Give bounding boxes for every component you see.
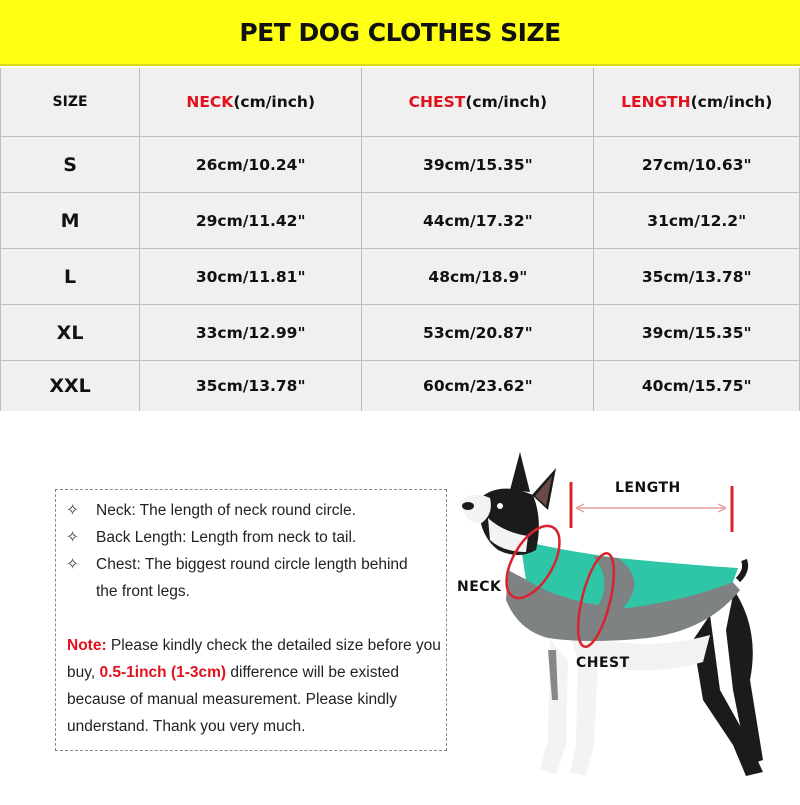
header-length-unit: (cm/inch): [690, 93, 773, 111]
chest-label: CHEST: [576, 655, 630, 671]
size-cell: XL: [1, 305, 140, 361]
chest-cell: 53cm/20.87": [362, 305, 594, 361]
length-cell: 35cm/13.78": [594, 249, 800, 305]
neck-label: NECK: [457, 579, 502, 595]
size-cell: L: [1, 249, 140, 305]
neck-cell: 26cm/10.24": [140, 137, 362, 193]
length-cell: 39cm/15.35": [594, 305, 800, 361]
note-text-1: Please kindly check the detailed size before you buy,: [67, 637, 441, 681]
size-table: [0, 68, 800, 411]
bullet-chest-continued: [96, 578, 190, 605]
header-chest: [362, 68, 594, 137]
size-cell: XXL: [1, 361, 140, 412]
chest-cell: 60cm/23.62": [362, 361, 594, 412]
table-row: [1, 193, 800, 249]
size-cell: S: [1, 137, 140, 193]
note-highlight: 0.5-1inch (1-3cm): [99, 664, 227, 681]
header-chest-label: CHEST: [408, 93, 466, 111]
header-chest-unit: (cm/inch): [465, 93, 548, 111]
table-row: [1, 249, 800, 305]
table-row: [1, 137, 800, 193]
neck-cell: 30cm/11.81": [140, 249, 362, 305]
table-row: [1, 305, 800, 361]
size-cell: M: [1, 193, 140, 249]
neck-cell: 33cm/12.99": [140, 305, 362, 361]
header-length: [594, 68, 800, 137]
header-neck: [140, 68, 362, 137]
note-paragraph: [67, 632, 443, 740]
bullet-chest: [66, 551, 408, 578]
bullet-text: Neck: The length of neck round circle.: [96, 502, 356, 519]
note-text-2: difference will be existed because of manual measurement. Please kindly understand. Thank you very much.: [67, 664, 399, 735]
header-size: SIZE: [1, 68, 140, 137]
dog-measurement-diagram: [448, 440, 800, 800]
bullet-text: Chest: The biggest round circle length behind: [96, 556, 408, 573]
chest-cell: 44cm/17.32": [362, 193, 594, 249]
header-neck-unit: (cm/inch): [233, 93, 316, 111]
header-neck-label: NECK: [186, 93, 234, 111]
note-label: Note:: [67, 637, 107, 654]
chest-cell: 39cm/15.35": [362, 137, 594, 193]
bullet-text: Back Length: Length from neck to tail.: [96, 529, 357, 546]
table-header-row: [1, 68, 800, 137]
bullet-neck: [66, 497, 356, 524]
sparkle-icon: ✧: [66, 502, 79, 519]
sparkle-icon: ✧: [66, 529, 79, 546]
length-cell: 31cm/12.2": [594, 193, 800, 249]
table-row: [1, 361, 800, 412]
length-cell: 40cm/15.75": [594, 361, 800, 412]
chest-cell: 48cm/18.9": [362, 249, 594, 305]
header-length-label: LENGTH: [621, 93, 691, 111]
bullet-text: the front legs.: [96, 583, 190, 600]
length-cell: 27cm/10.63": [594, 137, 800, 193]
sparkle-icon: ✧: [66, 556, 79, 573]
page-title: PET DOG CLOTHES SIZE: [239, 17, 561, 47]
title-banner: [0, 0, 800, 66]
neck-cell: 29cm/11.42": [140, 193, 362, 249]
bullet-back-length: [66, 524, 356, 551]
length-label: LENGTH: [615, 480, 681, 496]
neck-cell: 35cm/13.78": [140, 361, 362, 412]
